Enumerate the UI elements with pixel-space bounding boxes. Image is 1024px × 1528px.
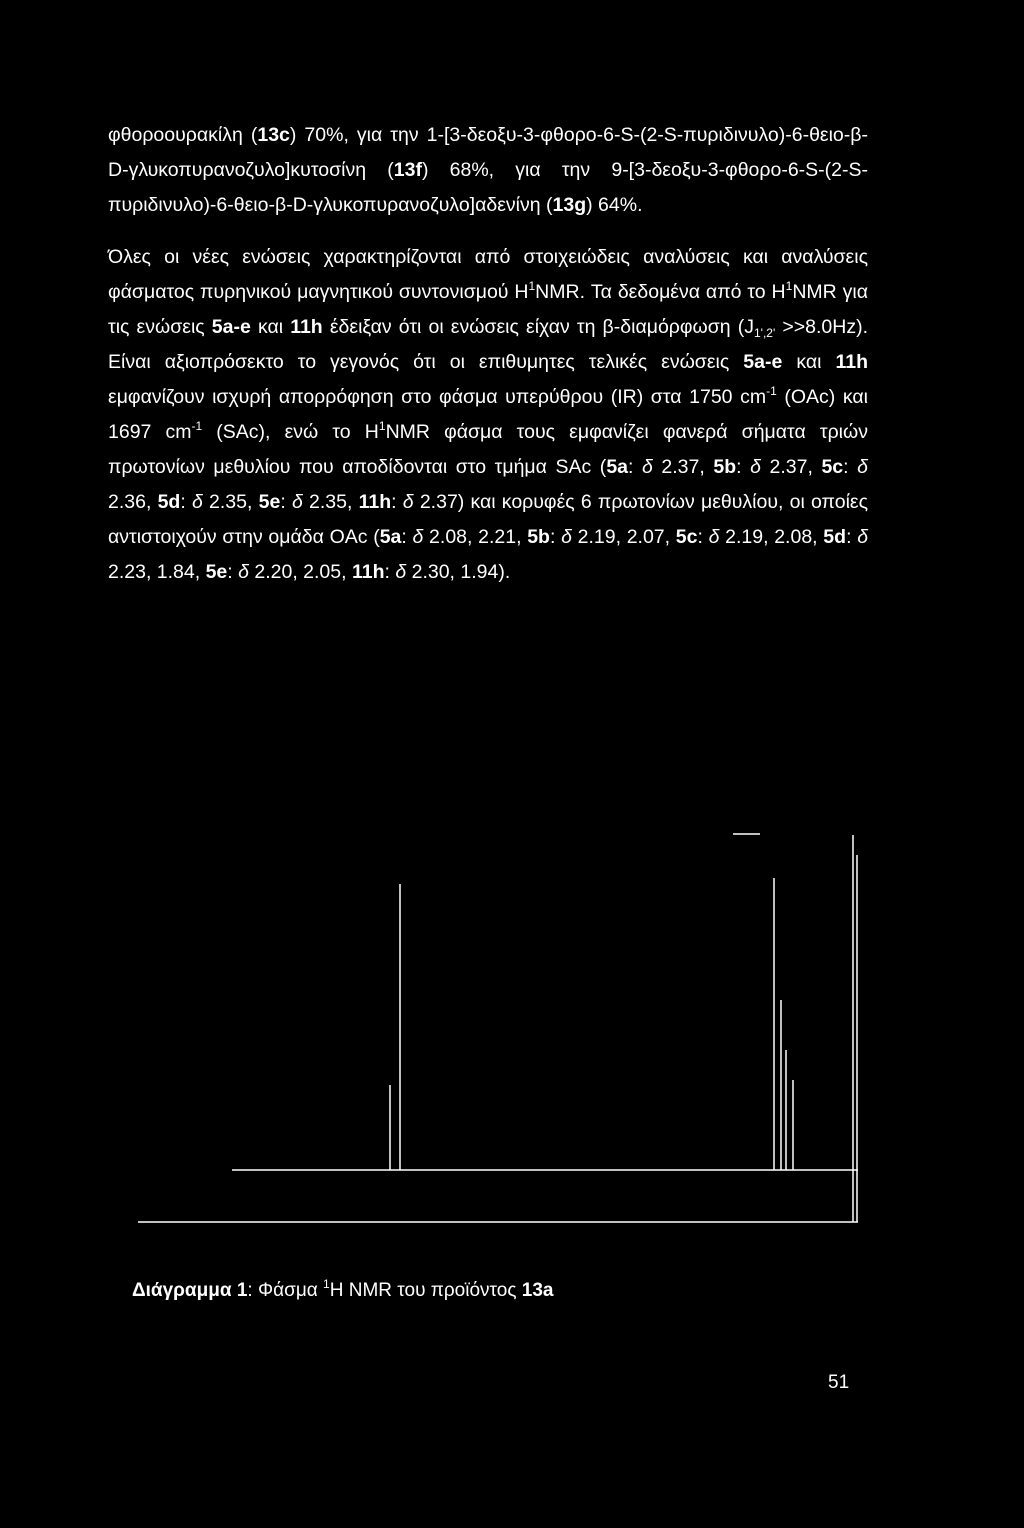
paragraph-yields: φθοροουρακίλη (13c) 70%, για την 1-[3-δεοξυ-3-φθορο-6-S-(2-S-πυριδινυλο)-6-θειο-β-D-γλυκοπυρανοζυλο]κυτοσίνη (13f) 68%, για την 9-[3-δεοξυ-3-φθορο-6-S-(2-S-πυριδινυλο)-6-θειο-β-D-γλυκοπυρανοζυλο]αδενίνη (13g) 64%. bbox=[108, 124, 868, 216]
paragraph-characterization: Όλες οι νέες ενώσεις χαρακτηρίζονται από στοιχειώδεις αναλύσεις και αναλύσεις φάσματος πυρηνικού μαγνητικού συντονισμού $H^1NMR$. Τα δεδομένα από το $H^1NMR$ για τις ενώσεις 5a-e και 11h έδειξαν ότι οι ενώσεις είχαν τη β-διαμόρφωση $(J_{1',2'} >>8.0Hz)$. Είναι αξιοπρόσεκτο το γεγονός ότι οι επιθυμητες τελικές ενώσεις 5a-e και 11h εμφανίζουν ισχυρή απορρόφηση στο φάσμα υπερύθρου (IR) στα 1750 $cm^{-1}$ (OAc) και 1697 $cm^{-1}$ (SAc), ενώ το $H^1NMR$ φάσμα τους εμφανίζει φανερά σήματα τριών πρωτονίων μεθυλίου που αποδίδονται στο τμήμα SAc (5a: δ 2.37, 5b: δ 2.37, 5c: δ 2.36, 5d: δ 2.35, 5e: δ 2.35, 11h: δ 2.37) και κορυφές 6 πρωτονίων μεθυλίου, οι οποίες αντιστοιχούν στην ομάδα OAc (5a: δ 2.08, 2.21, 5b: δ 2.19, 2.07, 5c: δ 2.19, 2.08, 5d: δ 2.23, 1.84, 5e: δ 2.20, 2.05, 11h: δ 2.30, 1.94). bbox=[108, 246, 869, 583]
page-number: 51 bbox=[828, 1372, 850, 1393]
figure-caption: Διάγραμμα 1: Φάσμα $^1$H NMR του προϊόντος 13a bbox=[132, 1277, 554, 1301]
